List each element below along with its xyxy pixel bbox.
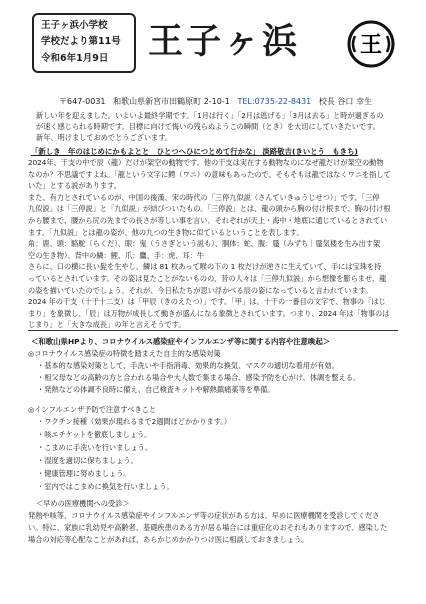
newsletter-number: 学校だより第11号 xyxy=(41,36,121,47)
text-line: ・健康管理に努めましょう。 xyxy=(37,469,131,478)
article-title: 「新しき 年のはじめにかもよとと ひとつへひにつとめて行かな」 淡路敬吉(きいとう もきち) xyxy=(31,147,358,156)
covid-title: ◎コロナウイルス感染症の特徴を踏まえた自主的な感染対策 xyxy=(28,349,221,358)
text-line: なのか？不思議ですよね。「龍という文字に鰐（ワニ）の意味もあったので、そもそもは龍ではなくワニを指して xyxy=(28,169,391,179)
text-line: ・ワクチン接種（効果が現れるまで2週間ほどかかります。） xyxy=(37,417,232,426)
text-line: っているとされています。その姿は見たことがないものの、昔の人々は「三停九似説」から想像を膨らませ、龍 xyxy=(28,274,387,283)
issue-date: 令和6年1月9日 xyxy=(41,53,109,64)
text-line: 新年、明けましておめでとうございます。 xyxy=(36,133,172,142)
flu-title: ◎インフルエンザ予防で注意すべきこと xyxy=(28,405,157,414)
principal-name: 校長 谷口 幸生 xyxy=(318,97,372,106)
text-line: 場合の対応等心配なことがあれば、あらかじめかかりつけ医に相談しておきましょう。 xyxy=(28,535,309,544)
school-address-line xyxy=(59,97,372,107)
text-line: ・基本的な感染対策として、手洗いや手指消毒、効果的な換気、マスクの適切な着用が有効。 xyxy=(37,361,339,370)
text-line: また、有力とされているのが、中国の後漢、宋の時代の「三停九似説（さんていきゅうじせつ）」です。「三停 xyxy=(28,192,380,202)
text-line: ・発熱などの体調不良時に備え、自己検査キットや解熱鎮痛薬等を準備。 xyxy=(37,385,275,394)
text-line: さらに、口の横に長い髭を生やし、鱗は 81 枚あって喉の下の 1 枚だけが逆さに生えていて、手には宝珠を持 xyxy=(28,262,382,272)
masthead-title: 王子ヶ浜 xyxy=(148,21,301,62)
section-divider xyxy=(28,330,398,331)
school-emblem-icon xyxy=(345,18,397,70)
text-line: 発熱や咳等、コロナウイルス感染症やインフルエンザ等の症状がある方は、早めに医療機関を受診してくださ xyxy=(28,511,380,520)
text-line: じまり」と「大きな成長」の年と言えそうです。 xyxy=(28,320,186,330)
text-line: から腰まで、腰から尻の先までの長さが等しい事を言い、それぞれが天上・海中・地底に通じているとされてい xyxy=(28,216,388,225)
postal-code: 〒647-0031 xyxy=(59,97,106,106)
text-line: 2024 年の干支（十干十二支）は「甲辰（きのえたつ）」です。「甲」は、十干の一番目の文字で、物事の「はじ xyxy=(28,297,386,307)
phone-number: TEL:0735-22-8431 xyxy=(237,97,312,106)
school-location: 和歌山県新宮市田鶴原町 2-10-1 xyxy=(113,97,230,106)
text-line: が速く感じられる時期です。目標に向けて悔いの残らぬようこの瞬間（とき）を大切にしていきたいです。 xyxy=(36,122,380,131)
header-info-box xyxy=(32,13,136,73)
health-notice-heading: ＜和歌山県HPより、コロナウイルス感染症やインフルエンザ等に関する内容や注意喚起＞ xyxy=(31,337,331,346)
text-line: 角：鹿、頭：駱駝（らくだ）、眼：鬼（うさぎという説も）、胴体：蛇、腹：蜃（みずち｜蜃気楼を生み出す架 xyxy=(28,239,381,249)
text-line: まり」を象徴し、「辰」は万物が成長して動きが盛んになる象徴とされています。つまり、2024 年は「物事のは xyxy=(28,308,390,318)
text-line: ます。「九似説」とは龍の姿が、他の九つの生き物に似ているということを表します。 xyxy=(28,227,304,237)
text-line: 九似説」は「三停説」と「九似説」が結びついたもの。「三停説」とは、龍の頭から胸の付け根まで、胸の付け根 xyxy=(28,204,391,214)
text-line: ・こまめに手洗いを行いましょう。 xyxy=(37,443,153,452)
text-line: ・室内ではこまめに換気を行いましょう。 xyxy=(37,482,174,491)
text-line: 新しい年を迎えました。いよいよ最終学期です。「1月は行く」「2月は逃げる」「3月は去る」と時が過ぎるの xyxy=(36,111,384,120)
text-line: ・湿度を適切に保ちましょう。 xyxy=(37,456,138,465)
text-line: ・咳エチケットを徹底しましょう。 xyxy=(37,430,152,439)
text-line: 2024年、干支の中で辰（龍）だけが架空の動物です。他の干支は実在する動物なのになぜ龍だけが架空の動物 xyxy=(28,158,384,167)
text-line: いた」とする説があります。 xyxy=(28,181,121,191)
text-line: ・相父母などの高齢の方と合われる場合や大人数で集まる場合、感染予防を心がけ、体調を整える。 xyxy=(37,373,361,382)
text-line: 空の生き物）、背中の鱗：鯉、爪：鷹、手：虎、耳：牛 xyxy=(28,250,205,260)
medical-title: ＜早めの医療機関への受診＞ xyxy=(36,499,130,508)
school-name: 王子ヶ浜小学校 xyxy=(41,20,108,31)
text-line: い。特に、家族に乳幼児や高齢者、基礎疾患のある方が居る場合には重症化のおそれもありますので、感染した xyxy=(28,523,388,532)
text-line: の姿を描いていたのでしょう。それが、今日私たちが思い浮かべる辰の姿になっていると言われています。 xyxy=(28,285,373,295)
emblem-glyph: 王 xyxy=(359,32,383,58)
